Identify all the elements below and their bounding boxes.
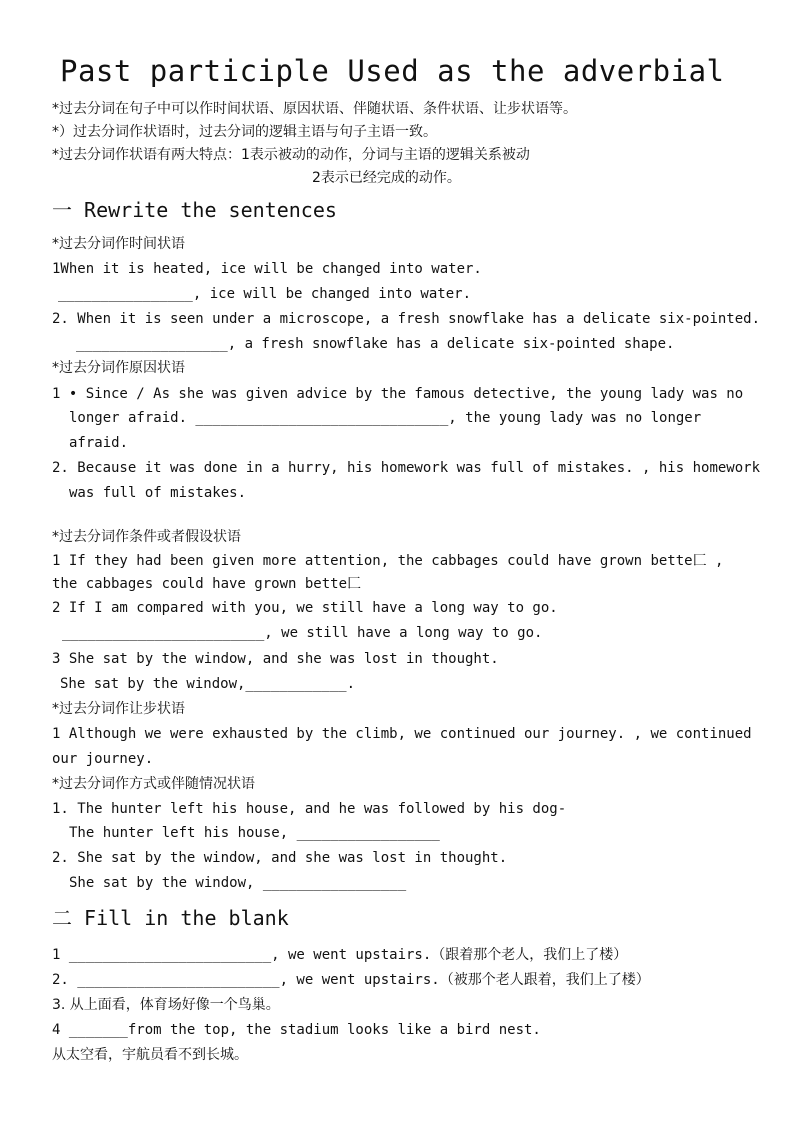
intro-line-4: 2表示已经完成的动作。 <box>312 170 461 186</box>
condition-answer-3[interactable]: She sat by the window,____________. <box>60 676 356 692</box>
time-answer-2[interactable]: __________________, a fresh snowflake has a delicate six-pointed shape. <box>76 336 675 352</box>
intro-line-3: *过去分词作状语有两大特点：1表示被动的动作，分词与主语的逻辑关系被动 <box>52 147 530 163</box>
page-title: Past participle Used as the adverbial <box>60 54 725 88</box>
manner-adverbial-label: *过去分词作方式或伴随情况状语 <box>52 776 255 792</box>
reason-sentence-1a: 1 • Since / As she was given advice by the famous detective, the young lady was no <box>52 386 744 402</box>
intro-line-1: *过去分词在句子中可以作时间状语、原因状语、伴随状语、条件状语、让步状语等。 <box>52 101 577 117</box>
fill-item-4[interactable]: 4 _______from the top, the stadium looks like a bird nest. <box>52 1022 541 1038</box>
section-1-heading: 一 Rewrite the sentences <box>52 198 337 222</box>
condition-sentence-1b: the cabbages could have grown bette匚 <box>52 576 362 592</box>
reason-sentence-1b[interactable]: longer afraid. ______________________________, the young lady was no longer <box>69 410 702 426</box>
manner-sentence-2: 2. She sat by the window, and she was lost in thought. <box>52 850 508 866</box>
fill-item-5: 从太空看，宇航员看不到长城。 <box>52 1047 248 1063</box>
time-sentence-2: 2. When it is seen under a microscope, a fresh snowflake has a delicate six-pointed. <box>52 311 761 327</box>
reason-adverbial-label: *过去分词作原因状语 <box>52 360 185 376</box>
section-2-heading: 二 Fill in the blank <box>52 906 289 930</box>
manner-answer-1[interactable]: The hunter left his house, _________________ <box>69 825 440 841</box>
condition-sentence-1a: 1 If they had been given more attention, the cabbages could have grown bette匚 , <box>52 553 724 569</box>
time-sentence-1: 1When it is heated, ice will be changed into water. <box>52 261 482 277</box>
fill-item-3: 3. 从上面看，体育场好像一个鸟巢。 <box>52 997 280 1013</box>
time-answer-1[interactable]: ________________, ice will be changed into water. <box>58 286 472 302</box>
condition-adverbial-label: *过去分词作条件或者假设状语 <box>52 529 241 545</box>
reason-sentence-2a: 2. Because it was done in a hurry, his homework was full of mistakes. , his homework <box>52 460 761 476</box>
concession-adverbial-label: *过去分词作让步状语 <box>52 701 185 717</box>
manner-answer-2[interactable]: She sat by the window, _________________ <box>69 875 407 891</box>
concession-sentence-1a: 1 Although we were exhausted by the climb, we continued our journey. , we continued <box>52 726 752 742</box>
fill-item-1[interactable]: 1 ________________________, we went upstairs.（跟着那个老人，我们上了楼） <box>52 947 628 963</box>
condition-sentence-2: 2 If I am compared with you, we still have a long way to go. <box>52 600 558 616</box>
reason-sentence-2b: was full of mistakes. <box>69 485 247 501</box>
reason-sentence-1c: afraid. <box>69 435 129 451</box>
manner-sentence-1: 1. The hunter left his house, and he was followed by his dog- <box>52 801 567 817</box>
condition-sentence-3: 3 She sat by the window, and she was lost in thought. <box>52 651 499 667</box>
concession-sentence-1b: our journey. <box>52 751 154 767</box>
fill-item-2[interactable]: 2. ________________________, we went upstairs.（被那个老人跟着，我们上了楼） <box>52 972 650 988</box>
condition-answer-2[interactable]: ________________________, we still have a long way to go. <box>62 625 543 641</box>
intro-line-2: *）过去分词作状语时，过去分词的逻辑主语与句子主语一致。 <box>52 124 437 140</box>
time-adverbial-label: *过去分词作时间状语 <box>52 236 185 252</box>
